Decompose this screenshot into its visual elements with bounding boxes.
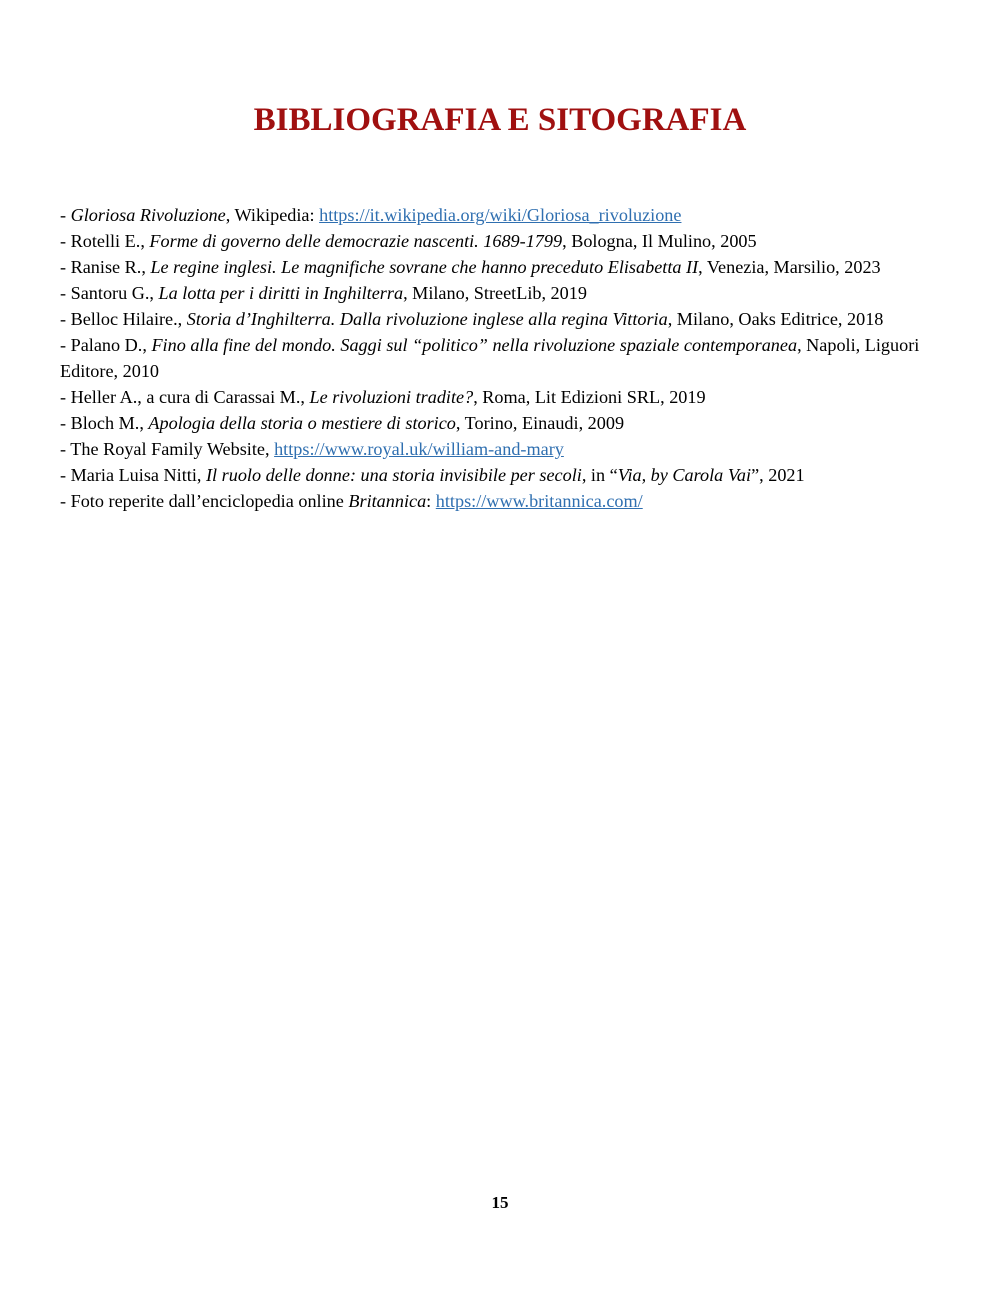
entry-work-title: Gloriosa Rivoluzione [70,205,226,225]
entry-prefix: - Belloc Hilaire., [60,309,187,329]
entry-prefix: - Santoru G., [60,283,159,303]
page-number: 15 [491,1193,509,1212]
entry-details: , Torino, Einaudi, 2009 [455,413,625,433]
entry-prefix: - Palano D., [60,335,152,355]
entry-source-title: Via, by Carola Vai [617,465,752,485]
page-title: BIBLIOGRAFIA E SITOGRAFIA [253,102,747,138]
entry-work-title: Britannica [348,491,427,511]
entry-prefix: - Heller A., a cura di Carassai M., [60,387,310,407]
entry-prefix: - Foto reperite dall’enciclopedia online [60,491,349,511]
entry-work-title: Apologia della storia o mestiere di storico [148,413,456,433]
entry-prefix: - Maria Luisa Nitti, [60,465,206,485]
entry-work-title: Forme di governo delle democrazie nascenti. 1689-1799 [149,231,563,251]
bibliography-entry [60,384,950,410]
bibliography-entry [60,332,950,384]
entry-details: ”, 2021 [751,465,805,485]
wikipedia-link[interactable]: https://it.wikipedia.org/wiki/Gloriosa_rivoluzione [319,205,682,225]
entry-prefix: - Rotelli E., [60,231,150,251]
entry-details: , Wikipedia: [225,205,320,225]
entry-work-title: Storia d’Inghilterra. Dalla rivoluzione inglese alla regina Vittoria [186,309,668,329]
bibliography-entry [60,228,950,254]
entry-work-title: Le regine inglesi. Le magnifiche sovrane che hanno preceduto Elisabetta II [150,257,699,277]
entry-work-title: Il ruolo delle donne: una storia invisibile per secoli [205,465,582,485]
entry-prefix: - [60,205,71,225]
entry-details: , Milano, StreetLib, 2019 [403,283,587,303]
bibliography-entry [60,488,950,514]
entry-prefix: - Bloch M., [60,413,149,433]
entry-details: , Napoli, Liguori Editore, 2010 [60,335,920,381]
entry-work-title: Le rivoluzioni tradite? [309,387,474,407]
britannica-link[interactable]: https://www.britannica.com/ [435,491,643,511]
bibliography-entry [60,306,950,332]
entry-work-title: La lotta per i diritti in Inghilterra [158,283,404,303]
entry-prefix: - The Royal Family Website, [60,439,275,459]
entry-work-title: Fino alla fine del mondo. Saggi sul “politico” nella rivoluzione spaziale contemporanea [151,335,798,355]
entry-details: , in “ [581,465,618,485]
entry-prefix: - Ranise R., [60,257,151,277]
entry-details: , Milano, Oaks Editrice, 2018 [667,309,884,329]
bibliography-entry [60,254,950,280]
bibliography-entry [60,462,950,488]
bibliography-entry [60,280,950,306]
entry-details: : [426,491,436,511]
entry-details: , Roma, Lit Edizioni SRL, 2019 [473,387,706,407]
entry-details: , Bologna, Il Mulino, 2005 [562,231,757,251]
bibliography-entry [60,436,950,462]
entry-details: , Venezia, Marsilio, 2023 [698,257,881,277]
royal-family-link[interactable]: https://www.royal.uk/william-and-mary [274,439,564,459]
bibliography-entry [60,202,950,228]
bibliography-entry [60,410,950,436]
bibliography-list [60,202,950,514]
